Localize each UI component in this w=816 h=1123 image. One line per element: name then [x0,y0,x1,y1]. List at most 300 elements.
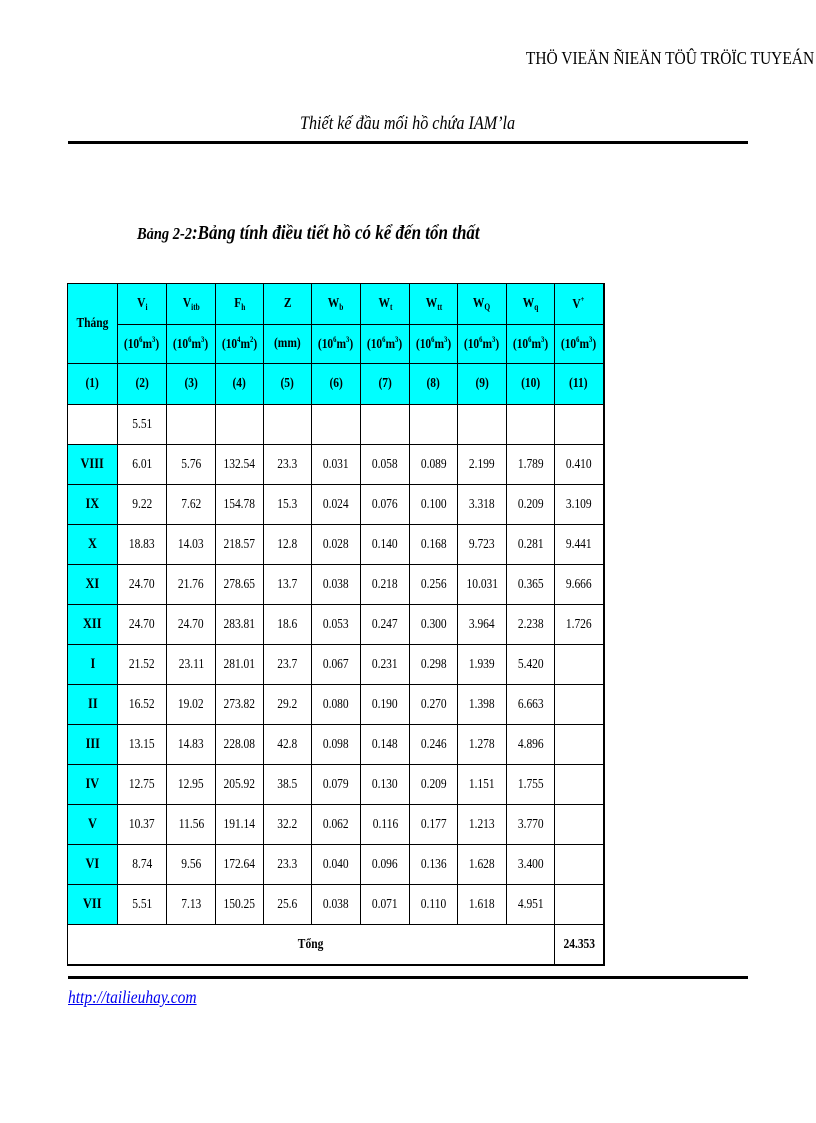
table-cell-text: 0.028 [323,536,349,552]
month-cell-text: V [88,816,97,832]
unit-exponent: 3 [152,335,156,344]
unit-measure: m [434,337,445,352]
table-cell [555,405,604,445]
header-row-units [68,325,604,364]
table-cell [361,805,410,845]
table-cell-text: 1.398 [469,696,495,712]
table-cell [312,885,361,925]
table-cell [361,565,410,605]
table-cell-text: 14.03 [178,536,204,552]
table-cell-text: 2.199 [469,456,495,472]
table-cell-text: 1.939 [469,656,495,672]
unit-exponent: 3 [395,335,399,344]
table-cell-text: 0.079 [323,776,349,792]
unit-base: (10 [367,337,383,352]
table-cell [458,725,507,765]
unit-base: (10 [173,337,189,352]
column-unit-text [561,335,596,353]
table-cell-text: 0.040 [323,856,349,872]
table-cell-text: 3.400 [517,856,544,872]
table-cell-text: 3.109 [565,496,592,512]
table-cell [216,885,264,925]
unit-exponent: 2 [250,335,254,344]
column-index-text: (1) [85,376,100,391]
table-cell-text: 0.298 [420,656,447,672]
table-row [68,445,604,485]
unit-exponent: 6 [333,335,337,344]
column-symbol [216,284,264,325]
table-cell-text: 5.420 [517,656,544,672]
table-cell-text: 0.365 [517,576,544,592]
unit-measure: m [336,337,347,352]
month-cell-text: VI [85,856,100,872]
unit-measure: m [482,337,493,352]
column-symbol-text [573,295,585,313]
table-cell [458,445,507,485]
table-cell [507,605,555,645]
table-cell-text: 3.964 [469,616,495,632]
table-cell [507,405,555,445]
table-cell [167,525,216,565]
table-cell [167,685,216,725]
table-cell [118,805,167,845]
table-cell [216,445,264,485]
table-cell-text: 12.8 [277,536,298,552]
column-symbol [312,284,361,325]
symbol-letter: W [522,296,535,311]
table-cell-text: 0.231 [372,656,398,672]
table-cell [410,445,458,485]
table-cell-text: 3.318 [469,496,495,512]
column-symbol [264,284,312,325]
table-cell [410,725,458,765]
table-cell-text: 0.209 [420,776,447,792]
initial-row [68,405,604,445]
table-cell [555,525,604,565]
table-cell-text: 11.56 [178,816,204,832]
table-cell-text: 0.130 [372,776,398,792]
table-cell-text: 42.8 [277,736,298,752]
table-cell-text: 15.3 [277,496,298,512]
symbol-letter: V [136,296,146,311]
column-unit [361,325,410,364]
table-cell [458,565,507,605]
table-cell [555,845,604,885]
unit-exponent: 6 [576,335,580,344]
table-cell [264,765,312,805]
month-cell-text: XI [85,576,100,592]
table-cell [216,725,264,765]
table-cell-text: 0.209 [517,496,544,512]
table-cell [410,765,458,805]
column-index [167,364,216,405]
table-cell [264,685,312,725]
table-cell-text: 29.2 [277,696,298,712]
column-unit [118,325,167,364]
table-cell-text: 19.02 [178,696,204,712]
table-cell [507,805,555,845]
table-cell [118,445,167,485]
month-cell [68,805,118,845]
table-cell-text: 38.5 [277,776,298,792]
month-cell [68,645,118,685]
table-row [68,645,604,685]
table-cell [167,485,216,525]
table-cell-text: 9.666 [565,576,592,592]
table-cell [361,885,410,925]
symbol-subscript: b [339,302,344,312]
table-cell [507,525,555,565]
column-symbol-text [234,296,245,312]
unit-base: (10 [415,337,432,352]
column-symbol [167,284,216,325]
unit-close: ) [253,337,258,352]
table-cell [312,605,361,645]
table-row [68,805,604,845]
column-unit [410,325,458,364]
table-cell [312,845,361,885]
table-cell-text: 9.56 [180,856,202,872]
table-cell [458,765,507,805]
table-cell [555,605,604,645]
column-index [361,364,410,405]
table-cell [507,765,555,805]
unit-measure: m [579,337,590,352]
total-value-text: 24.353 [562,936,595,952]
table-cell-text: 21.76 [178,576,204,592]
table-cell [507,885,555,925]
column-unit-text [367,335,402,353]
symbol-letter: V [572,297,582,312]
unit-measure: m [385,337,396,352]
table-cell-text: 0.140 [372,536,398,552]
column-unit-text [222,335,257,353]
column-index [312,364,361,405]
table-cell [264,845,312,885]
symbol-subscript: t [389,302,392,312]
table-cell [555,885,604,925]
table-cell [361,525,410,565]
column-index [68,364,118,405]
table-row [68,525,604,565]
symbol-subscript: tt [436,302,442,312]
table-cell [167,845,216,885]
table-cell-text: 0.177 [420,816,447,832]
table-cell [264,605,312,645]
table-cell-text: 283.81 [223,616,256,632]
month-cell-text: VIII [80,456,105,472]
column-symbol [555,284,604,325]
table-cell-text: 0.024 [323,496,349,512]
month-cell [68,685,118,725]
table-row [68,685,604,725]
symbol-letter: W [425,296,437,311]
column-symbol [361,284,410,325]
table-cell-text: 13.15 [129,736,155,752]
table-cell [167,805,216,845]
table-cell [361,605,410,645]
table-cell [410,885,458,925]
unit-exponent: 3 [492,335,496,344]
table-cell [216,485,264,525]
unit-close: ) [349,337,354,352]
column-symbol-text [183,296,200,312]
table-cell-text: 1.789 [517,456,544,472]
column-index-text: (10) [520,376,541,391]
month-cell [68,885,118,925]
table-cell-text: 150.25 [223,896,256,912]
month-cell-text: IX [85,496,100,512]
unit-measure: m [531,337,542,352]
month-column-header-text: Tháng [76,315,109,331]
table-cell-text: 10.37 [129,816,155,832]
table-cell [458,685,507,725]
column-unit-text [124,335,159,353]
table-row [68,725,604,765]
header-row-index [68,364,604,405]
column-index-text: (9) [475,376,489,391]
table-caption [137,222,480,245]
column-unit-text [464,335,499,353]
table-cell [264,445,312,485]
column-unit [458,325,507,364]
unit-base: (10 [221,337,238,352]
table-cell [555,445,604,485]
table-cell [410,605,458,645]
table-cell-text: 0.218 [372,576,398,592]
column-unit-text [173,335,208,353]
table-cell [458,605,507,645]
table-cell-text: 1.618 [469,896,495,912]
table-cell [555,485,604,525]
table-cell-text: 23.7 [277,656,298,672]
table-cell-text: 0.062 [323,816,349,832]
table-cell [555,645,604,685]
column-unit [312,325,361,364]
table-row [68,485,604,525]
table-cell-text: 0.058 [372,456,398,472]
table-cell [216,645,264,685]
column-unit [555,325,604,364]
table-cell [264,485,312,525]
table-cell-text: 0.031 [323,456,349,472]
total-label-text: Tổng [298,936,324,952]
table-cell [410,685,458,725]
table-cell [555,565,604,605]
table-cell [312,405,361,445]
table-cell [361,765,410,805]
symbol-letter: Z [283,296,292,311]
table-cell [167,405,216,445]
table-cell-text: 10.031 [466,576,498,592]
table-cell-text: 0.076 [372,496,398,512]
table-cell-text: 9.723 [469,536,495,552]
column-unit [216,325,264,364]
table-cell-text: 9.441 [565,536,592,552]
table-cell [216,765,264,805]
unit-exponent: 6 [382,335,386,344]
table-cell-text: 24.70 [178,616,204,632]
table-cell [507,565,555,605]
table-cell [312,685,361,725]
column-symbol-text [523,296,539,312]
table-cell-text: 23.11 [178,656,204,672]
unit-base: (10 [561,337,577,352]
month-column-header [68,284,118,364]
symbol-letter: V [182,296,191,311]
footer-link[interactable]: http://tailieuhay.com [68,987,197,1007]
table-cell [458,405,507,445]
unit-exponent: 3 [444,335,448,344]
table-cell [118,765,167,805]
table-row [68,765,604,805]
table-cell-text: 23.3 [277,456,298,472]
table-cell-text: 0.136 [420,856,447,872]
column-index-text: (3) [184,376,198,391]
table-cell [216,805,264,845]
month-cell [68,725,118,765]
table-cell [264,405,312,445]
symbol-subscript: itb [190,302,200,312]
column-symbol-text [473,296,490,312]
month-cell [68,845,118,885]
site-header: THÖ VIEÄN ÑIEÄN TÖÛ TRÖÏC TUYEÁN [525,48,814,68]
table-cell-text: 25.6 [277,896,298,912]
column-unit-text [416,335,451,353]
column-index [555,364,604,405]
unit-exponent: 6 [139,335,143,344]
table-cell [361,845,410,885]
column-symbol-text [425,296,441,312]
table-cell-text: 0.089 [420,456,447,472]
table-cell-text: 228.08 [223,736,256,752]
table-cell [68,405,118,445]
table-row [68,605,604,645]
table-cell-text: 4.951 [517,896,544,912]
column-index-text: (6) [329,376,343,391]
unit-close: ) [204,337,209,352]
column-index [507,364,555,405]
unit-close: ) [398,337,403,352]
table-cell-text: 2.238 [517,616,544,632]
table-cell-text: 5.51 [131,416,153,432]
unit-exponent: 6 [431,335,435,344]
unit-exponent: 4 [237,335,241,344]
table-cell-text: 0.256 [420,576,447,592]
month-cell-text: II [87,696,98,712]
document-title [0,113,816,135]
table-cell-text: 0.096 [372,856,398,872]
month-cell [68,765,118,805]
table-cell [167,605,216,645]
table-cell [118,845,167,885]
symbol-subscript: i [145,302,148,312]
table-cell-text: 3.770 [517,816,544,832]
table-cell-text: 5.76 [180,456,202,472]
table-cell-text: 191.14 [223,816,256,832]
table-cell [555,685,604,725]
unit-base: (10 [124,337,140,352]
total-label-cell [68,925,555,966]
table-cell-text: 0.168 [420,536,447,552]
symbol-letter: W [473,296,485,311]
table-cell [361,405,410,445]
table-cell-text: 0.410 [565,456,592,472]
column-unit-text [274,336,301,352]
table-cell [410,485,458,525]
table-cell [118,525,167,565]
column-index [458,364,507,405]
table-cell-text: 16.52 [129,696,155,712]
table-cell [410,405,458,445]
table-cell-text: 6.01 [131,456,153,472]
table-cell [216,405,264,445]
table-cell [458,525,507,565]
table-cell [312,445,361,485]
table-cell-text: 0.116 [372,816,398,832]
table-cell [361,485,410,525]
table-cell-text: 1.726 [565,616,592,632]
column-index-text: (7) [378,376,392,391]
table-cell-text: 0.100 [420,496,447,512]
unit-measure: m [240,337,251,352]
table-cell [458,845,507,885]
column-unit [507,325,555,364]
column-symbol-text [378,296,392,312]
table-cell [410,525,458,565]
column-index [264,364,312,405]
column-symbol [118,284,167,325]
total-value-cell [555,925,604,966]
table-caption-text: :Bảng tính điều tiết hồ có kể đến tổn thất [192,222,480,244]
month-cell [68,605,118,645]
table-cell-text: 273.82 [223,696,256,712]
table-caption-number: Bảng 2-2 [137,224,193,243]
table-cell-text: 218.57 [223,536,256,552]
table-cell-text: 0.038 [323,896,349,912]
table-cell [264,725,312,765]
table-cell [361,645,410,685]
table-cell-text: 0.270 [420,696,447,712]
table-cell [216,605,264,645]
table-cell [312,525,361,565]
month-cell-text: XII [83,616,102,632]
symbol-letter: W [328,296,340,311]
unit-measure: m [191,337,202,352]
table-cell-text: 0.247 [372,616,398,632]
symbol-subscript: h [240,302,246,312]
unit-close: ) [544,337,549,352]
table-cell-text: 21.52 [129,656,155,672]
symbol-subscript: Q [484,302,491,312]
table-cell [216,685,264,725]
table-cell-text: 132.54 [223,456,256,472]
column-index-text: (4) [232,376,247,391]
table-cell [167,565,216,605]
column-index [216,364,264,405]
table-cell-text: 172.64 [223,856,256,872]
document-title-text: Thiết kế đầu mối hồ chứa IAM’la [300,113,516,134]
table-cell [361,445,410,485]
table-cell [264,805,312,845]
month-cell [68,525,118,565]
table-cell-text: 4.896 [517,736,544,752]
table-cell [118,645,167,685]
table-cell [312,645,361,685]
table-cell-text: 12.75 [129,776,155,792]
table-cell-text: 23.3 [277,856,298,872]
table-cell-text: 205.92 [223,776,256,792]
